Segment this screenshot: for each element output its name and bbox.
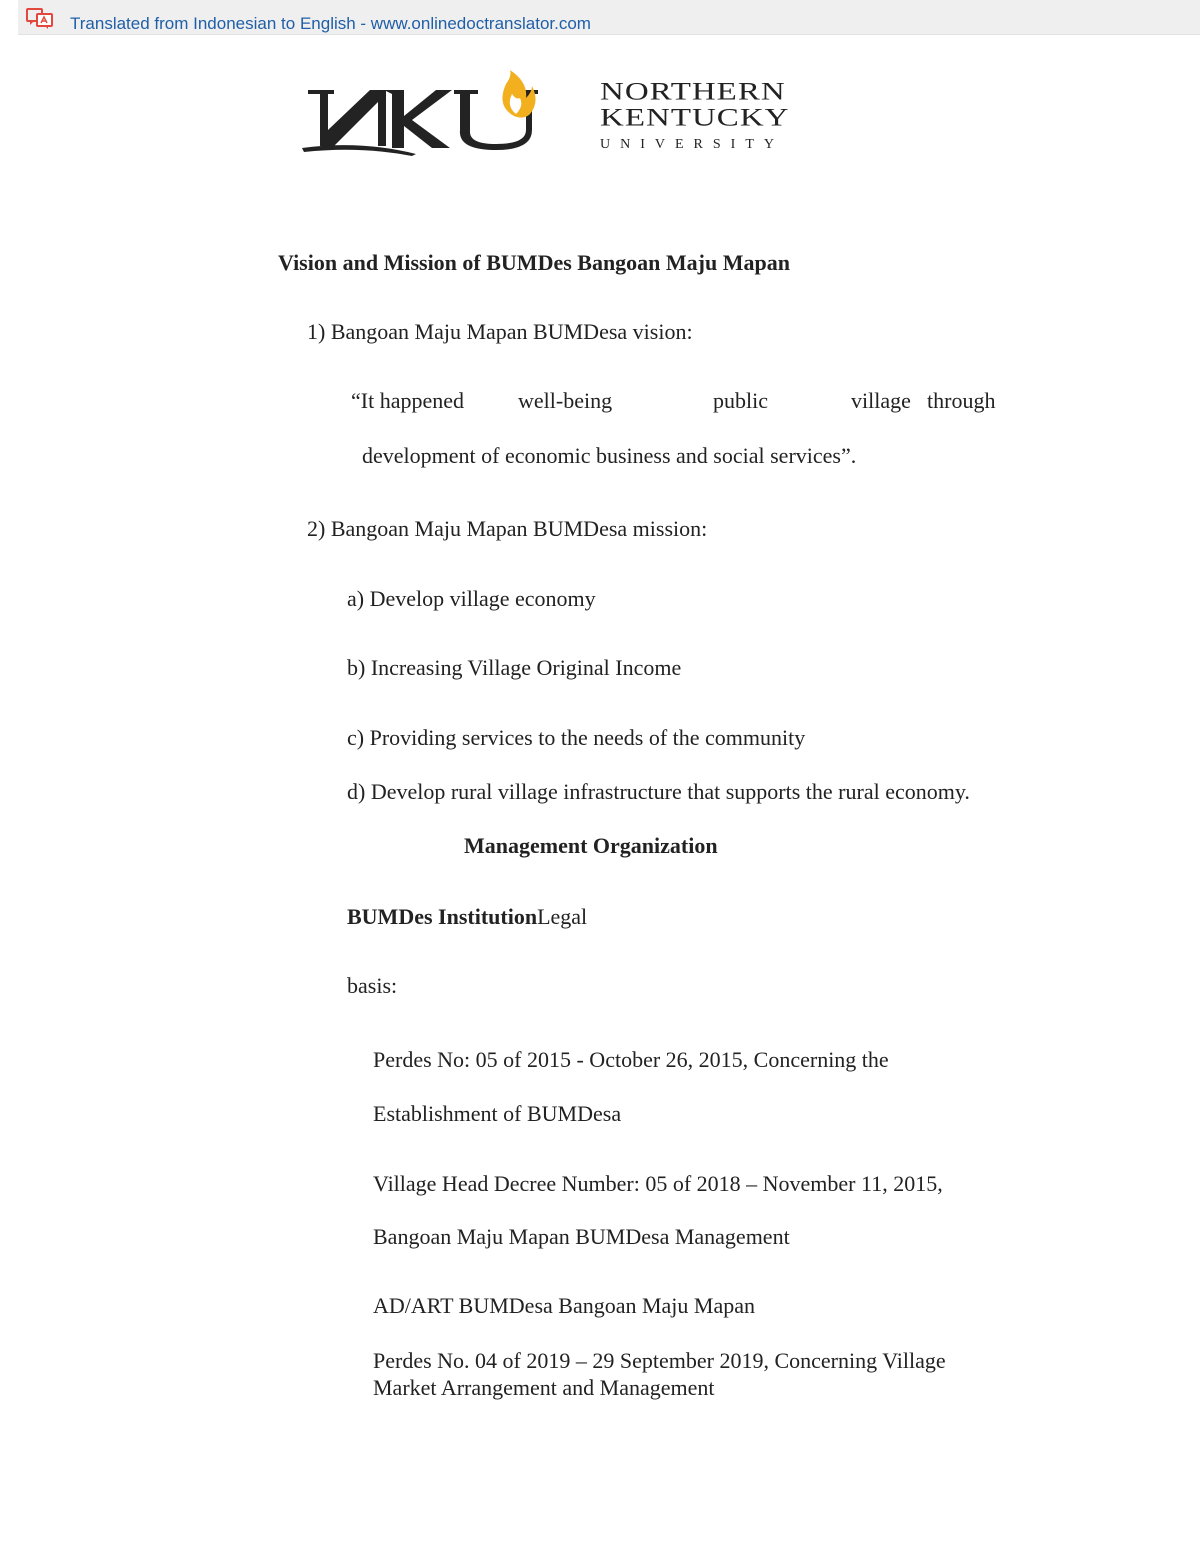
- translate-icon: [26, 8, 54, 30]
- basis-line: AD/ART BUMDesa Bangoan Maju Mapan: [373, 1293, 756, 1318]
- vision-word: well-being: [518, 388, 613, 413]
- mission-item: b) Increasing Village Original Income: [347, 655, 682, 680]
- nku-logo-mark: [300, 70, 585, 165]
- mission-item: c) Providing services to the needs of the community: [347, 725, 806, 750]
- basis-line: Market Arrangement and Management: [373, 1375, 715, 1400]
- logo-word-kentucky: KENTUCKY: [600, 103, 790, 132]
- mission-heading: 2) Bangoan Maju Mapan BUMDesa mission:: [307, 516, 708, 541]
- vision-word: “It happened: [351, 388, 464, 413]
- translation-banner-link[interactable]: Translated from Indonesian to English - www.onlinedoctranslator.com: [70, 14, 591, 33]
- institution-bold: BUMDes Institution: [347, 904, 538, 929]
- mission-item: a) Develop village economy: [347, 586, 596, 611]
- mission-item: d) Develop rural village infrastructure that supports the rural economy.: [347, 779, 970, 804]
- basis-label: basis:: [347, 973, 398, 998]
- management-heading: Management Organization: [464, 833, 718, 858]
- institution-line: [347, 904, 587, 930]
- vision-word: village: [851, 388, 911, 413]
- basis-line: Establishment of BUMDesa: [373, 1101, 622, 1126]
- vision-heading: 1) Bangoan Maju Mapan BUMDesa vision:: [307, 319, 693, 344]
- translation-banner: [18, 0, 1200, 35]
- institution-rest: Legal: [537, 904, 588, 929]
- logo-word-northern: NORTHERN: [600, 77, 786, 106]
- vision-word: through: [927, 388, 996, 413]
- basis-line: Bangoan Maju Mapan BUMDesa Management: [373, 1224, 790, 1249]
- document-title: Vision and Mission of BUMDes Bangoan Maju Mapan: [278, 250, 790, 275]
- basis-line: Perdes No. 04 of 2019 – 29 September 2019, Concerning Village: [373, 1348, 946, 1373]
- vision-line-2: development of economic business and social services”.: [362, 443, 857, 468]
- basis-line: Village Head Decree Number: 05 of 2018 – November 11, 2015,: [373, 1171, 943, 1196]
- vision-word: public: [713, 388, 768, 413]
- basis-line: Perdes No: 05 of 2015 - October 26, 2015, Concerning the: [373, 1047, 889, 1072]
- logo-word-university: UNIVERSITY: [600, 137, 784, 152]
